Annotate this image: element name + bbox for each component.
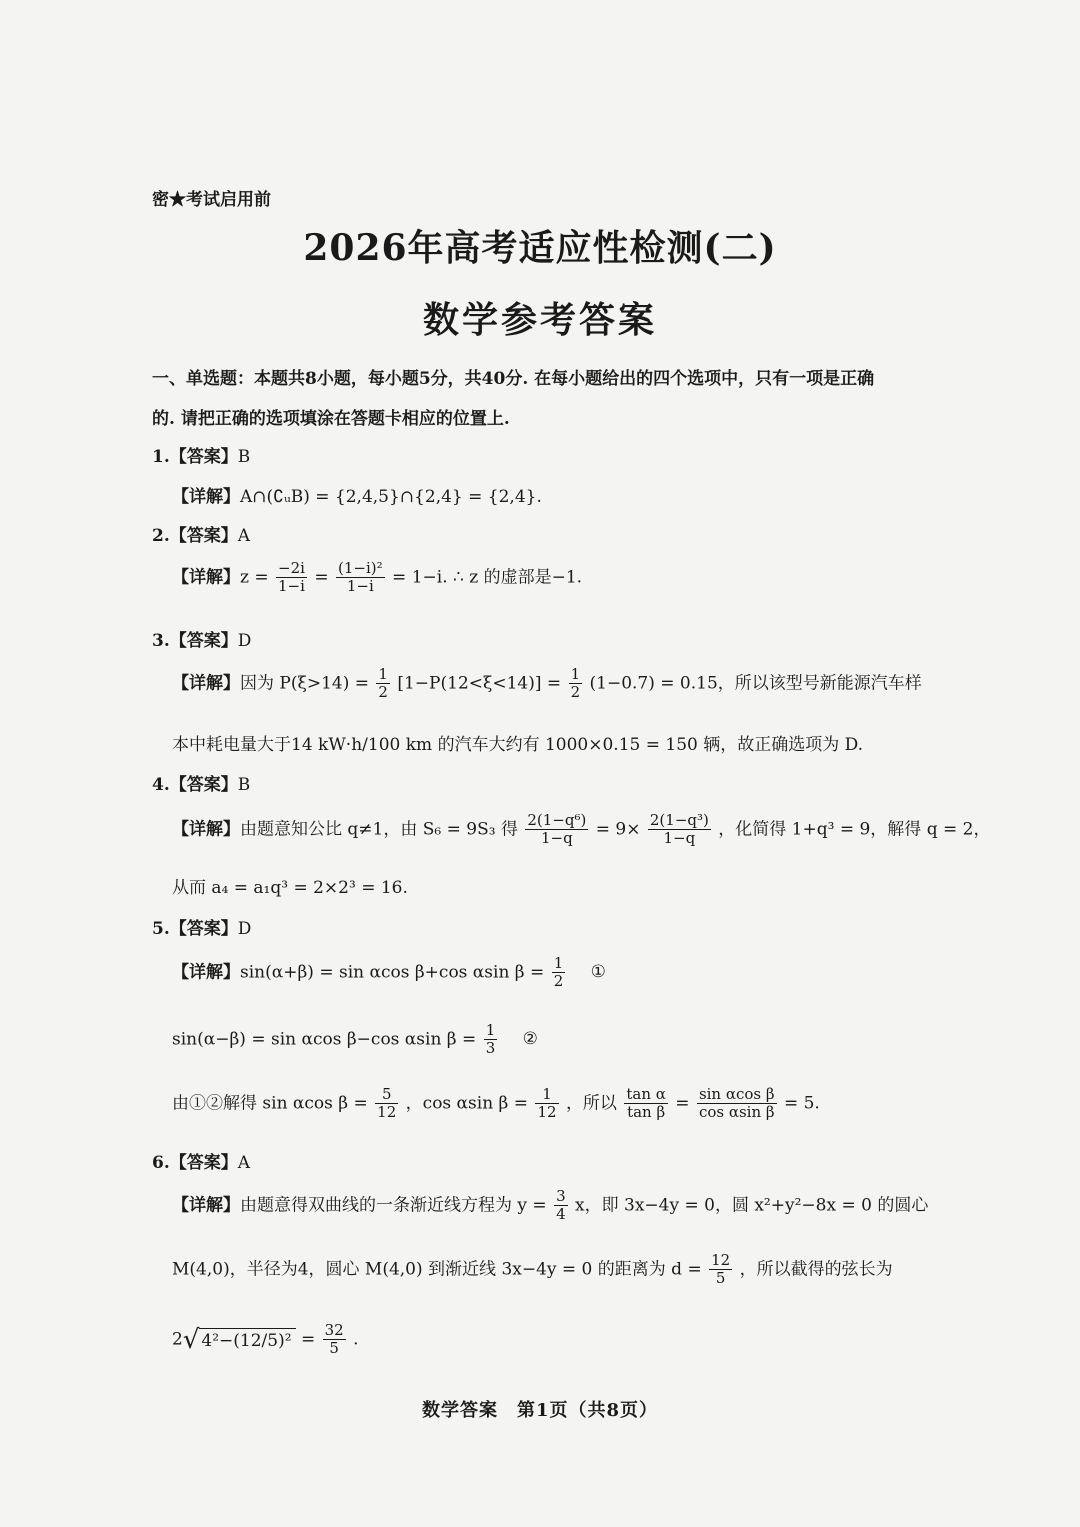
q3-fraction-1 (376, 666, 390, 702)
denominator: 1−i (346, 577, 374, 596)
q5-answer-value: D (237, 919, 252, 939)
q1-number: 1. (152, 447, 170, 467)
q5-l3-post: = 5. (783, 1093, 820, 1114)
answer-label: 【答案】 (169, 447, 238, 467)
q2-number: 2. (152, 526, 170, 546)
section-intro-line2: 的. 请把正确的选项填涂在答题卡相应的位置上. (152, 409, 510, 429)
page-subtitle: 数学参考答案 (422, 299, 657, 341)
q4-answer-value: B (237, 775, 251, 795)
q6-l3-post: . (353, 1329, 359, 1350)
page-footer: 数学答案 第1页（共8页） (421, 1400, 659, 1421)
denominator: 4 (556, 1205, 566, 1224)
answer-label: 【答案】 (169, 631, 238, 651)
q1-detail-text: A∩(∁ᵤB) = {2,4,5}∩{2,4} = {2,4}. (240, 487, 542, 507)
q2-fraction-1 (276, 560, 307, 596)
q2-detail (172, 560, 582, 596)
q2-fraction-2 (336, 560, 385, 596)
q4-post: ，化简得 1+q³ = 9，解得 q = 2， (718, 819, 991, 840)
q5-detail-line3 (172, 1086, 820, 1122)
q2-pre: z = (240, 567, 269, 588)
numerator: 2(1−q³) (649, 811, 709, 829)
page-title: 2026年高考适应性检测(二) (303, 227, 777, 269)
denominator: 5 (715, 1269, 726, 1288)
detail-label: 【详解】 (172, 673, 240, 694)
q6-number: 6. (152, 1153, 170, 1173)
q2-answer (152, 521, 250, 546)
denominator: 1−i (278, 577, 305, 596)
numerator: 1 (485, 1021, 496, 1039)
denominator: 3 (485, 1039, 496, 1058)
q4-detail-line2: 从而 a₄ = a₁q³ = 2×2³ = 16. (172, 878, 408, 898)
q6-l2-post: ，所以截得的弦长为 (739, 1259, 893, 1280)
answer-label: 【答案】 (169, 526, 238, 546)
q2-post: = 1−i. ∴ z 的虚部是−1. (392, 567, 583, 588)
q3-fraction-2 (569, 666, 583, 702)
q3-number: 3. (152, 631, 170, 651)
q3-answer-value: D (237, 631, 252, 651)
numerator: (1−i)² (338, 559, 383, 577)
q5-answer (152, 914, 251, 939)
q5-l3-fraction-1 (375, 1086, 398, 1122)
q6-detail-line2 (172, 1252, 893, 1288)
q5-mark-1: ① (590, 962, 606, 983)
q4-number: 4. (152, 775, 170, 795)
detail-label: 【详解】 (172, 1195, 240, 1216)
q6-answer-value: A (237, 1153, 251, 1173)
q5-l3-mid: ，cos αsin β = (405, 1093, 529, 1114)
q6-l1-fraction (554, 1188, 568, 1224)
q1-detail (172, 482, 542, 507)
denominator: tan β (627, 1103, 666, 1122)
q5-detail-line2 (172, 1022, 538, 1058)
q6-l3-fraction (323, 1322, 346, 1358)
q6-answer (152, 1148, 250, 1173)
q3-mid: [1−P(12<ξ<14)] = (397, 673, 562, 694)
q5-l1-fraction (552, 955, 566, 991)
numerator: 32 (324, 1321, 344, 1339)
q6-l2-fraction (709, 1252, 732, 1288)
denominator: 2 (553, 972, 564, 991)
detail-label: 【详解】 (172, 962, 240, 983)
detail-label: 【详解】 (172, 819, 240, 840)
denominator: 12 (377, 1103, 397, 1122)
q1-answer-value: B (237, 447, 251, 467)
q1-answer (152, 442, 250, 467)
numerator: tan α (626, 1085, 666, 1103)
q6-radicand: 4²−(12/5)² (199, 1328, 295, 1351)
denominator: 5 (329, 1339, 339, 1358)
q5-l3-pre: 由①②解得 sin αcos β = (172, 1093, 368, 1114)
q6-detail-line1 (172, 1188, 928, 1224)
q5-l3-fraction-2 (535, 1086, 558, 1122)
detail-label: 【详解】 (172, 487, 240, 507)
q6-detail-line3 (172, 1322, 359, 1358)
q4-fraction-2 (648, 812, 711, 848)
detail-label: 【详解】 (172, 567, 240, 588)
q3-post: (1−0.7) = 0.15，所以该型号新能源汽车样 (589, 673, 922, 694)
q4-mid: = 9× (595, 819, 641, 840)
q2-answer-value: A (237, 526, 251, 546)
q5-l1-pre: sin(α+β) = sin αcos β+cos αsin β = (240, 962, 545, 983)
numerator: −2i (278, 559, 305, 577)
q4-pre: 由题意知公比 q≠1，由 S₆ = 9S₃ 得 (240, 819, 518, 840)
denominator: 2 (570, 683, 581, 702)
q3-answer (152, 626, 251, 651)
denominator: 12 (537, 1103, 557, 1122)
numerator: 5 (375, 1086, 398, 1104)
q2-eq: = (314, 567, 329, 588)
sqrt-icon: √ (182, 1324, 200, 1355)
q5-detail-line1 (172, 955, 606, 991)
q4-answer (152, 770, 250, 795)
q5-l3-eq: = (675, 1093, 690, 1114)
q6-l1-post: x，即 3x−4y = 0，圆 x²+y²−8x = 0 的圆心 (575, 1195, 929, 1216)
numerator: 12 (711, 1251, 731, 1269)
numerator: 1 (570, 665, 581, 683)
denominator: 2 (378, 683, 388, 702)
section-intro-line1: 一、单选题：本题共8小题，每小题5分，共40分. 在每小题给出的四个选项中，只有一项是正确 (152, 369, 875, 389)
q5-mark-2: ② (522, 1029, 538, 1050)
answer-label: 【答案】 (169, 775, 238, 795)
q6-l1-pre: 由题意得双曲线的一条渐近线方程为 y = (240, 1195, 547, 1216)
q3-detail (172, 666, 922, 702)
q6-l3-coef: 2 (172, 1329, 183, 1350)
numerator: 1 (535, 1086, 558, 1104)
numerator: 1 (553, 954, 564, 972)
q6-l2-pre: M(4,0)，半径为4，圆心 M(4,0) 到渐近线 3x−4y = 0 的距离为 d = (172, 1259, 702, 1280)
q4-detail (172, 812, 990, 848)
numerator: sin αcos β (698, 1085, 775, 1103)
denominator: 1−q (663, 829, 696, 848)
answer-label: 【答案】 (169, 919, 238, 939)
denominator: cos αsin β (698, 1103, 775, 1122)
numerator: 3 (556, 1187, 566, 1205)
answer-label: 【答案】 (169, 1153, 238, 1173)
q5-l3-fraction-4 (697, 1086, 777, 1122)
q5-l3-fraction-3 (624, 1086, 668, 1122)
q4-fraction-1 (525, 812, 588, 848)
q5-l2-fraction (484, 1022, 498, 1058)
q5-l3-mid2: ，所以 (565, 1093, 617, 1114)
numerator: 1 (378, 665, 388, 683)
q6-l3-eq: = (300, 1329, 316, 1350)
q5-number: 5. (152, 919, 170, 939)
numerator: 2(1−q⁶) (527, 811, 587, 829)
q3-pre: 因为 P(ξ>14) = (240, 673, 369, 694)
q5-l2-pre: sin(α−β) = sin αcos β−cos αsin β = (172, 1029, 477, 1050)
confidential-label: 密★考试启用前 (152, 190, 271, 210)
denominator: 1−q (540, 829, 573, 848)
q3-detail-line2: 本中耗电量大于14 kW·h/100 km 的汽车大约有 1000×0.15 = 150 辆，故正确选项为 D. (172, 735, 864, 755)
